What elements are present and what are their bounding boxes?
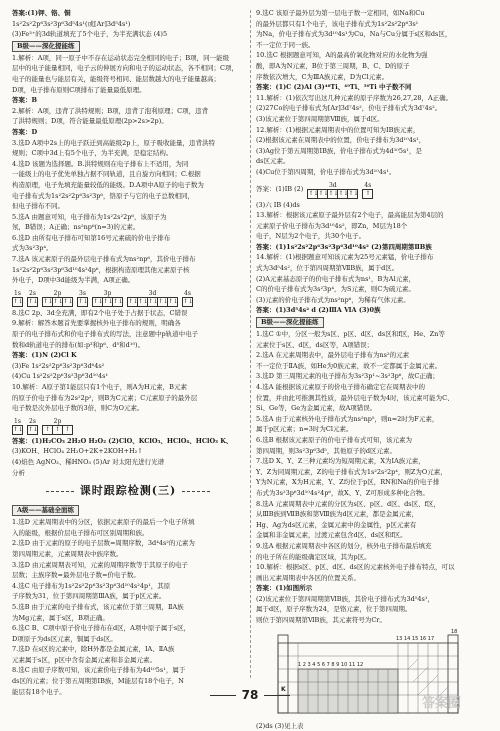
- group-label-18: 18: [451, 628, 458, 635]
- text-line: 分析: [12, 468, 25, 477]
- orbital-group: [42, 418, 73, 435]
- text-line: 布式为3s²3p⁶3d¹⁰4s²4p⁶，故X、Y、Z可形成多种化合物。: [256, 488, 429, 497]
- text-line: D项原子为ds区元素，铜属于ds区。: [12, 634, 117, 643]
- level-b-label-right: B级——深化提能练: [256, 317, 324, 328]
- text-line: 能层有18个电子。: [12, 687, 66, 696]
- section-title-text: 课时跟踪检测(三): [79, 484, 177, 498]
- text-line: 酸，即A为N元素，B位于第三周期，B、C、D的原子: [256, 61, 410, 70]
- text-line: 10.解析：A原子第1能层只有1个电子，则A为H元素，B元素: [12, 383, 187, 391]
- text-line: 子序数为31，位于第四周期第ⅢA族，属于p区元素。: [12, 592, 166, 601]
- orbital-label: 3d: [328, 181, 337, 189]
- text-line: 7.选D 在s区的元素中，除H外都是金属元素，ⅠA、ⅡA族: [12, 645, 175, 654]
- text-line: 的电子所在的能级确定区域，其为p区。: [256, 552, 371, 561]
- text-line: 元素原子价电子排布为3d¹⁰4s²，即Zn，M层为18个: [256, 221, 408, 230]
- orbital-box: ↑↓: [28, 297, 39, 305]
- text-line: 层数；主族序数=最外层电子数=价电子数。: [12, 571, 140, 580]
- page-number-rule-left: [210, 695, 236, 696]
- orbital-box: ↑↓: [318, 189, 329, 197]
- final-answer: (2)ds (3)见上表: [256, 721, 304, 730]
- text-line: 答案:(1)钾、铬、铜: [12, 9, 71, 17]
- text-line: 1s²2s²2p⁶3s²3p⁶3d⁵4s¹(或[Ar]3d⁵4s¹): [12, 19, 131, 28]
- orbital-row: [12, 415, 244, 435]
- text-line: (3)Ag位于第五周期第ⅠB族，价电子排布式为4d¹⁰5s¹，是: [256, 146, 422, 155]
- text-line: 数和d轨道电子的排布(如:p³和p⁶、d⁵和d¹⁰)。: [12, 340, 145, 349]
- orbital-group: [27, 290, 38, 307]
- text-line: 元素位于s区、d区，ds区等，A项错误；: [256, 340, 374, 349]
- text-line: 的最外层都只有1个电子，该电子排布式为1s²2s²2p⁶3s¹: [256, 19, 419, 28]
- text-line: Y、Z为同周期元素，Z的电子排布式为1s²2s²2p⁴，则Z为O元素，: [256, 467, 447, 476]
- orbital-box: ↑↓: [78, 297, 89, 305]
- text-line: 画出元素周期表中各区的位置关系。: [256, 573, 360, 582]
- text-line: Y为N元素，X为H元素，Y、Z均位于p区，RN和Na的价电子排: [256, 478, 440, 487]
- text-line: 8.选C 由原子序数可知，该元素价电子排布为4d¹⁰5s¹，属于: [12, 666, 186, 675]
- text-line: 了洪特规则；D项，符合能量最低原理(2p>2s>2p)。: [12, 117, 168, 126]
- orbital-group: [127, 290, 178, 307]
- text-line: 1.选C ①中，分区一般为s区、p区、d区、ds区和f区，He、Zn等: [256, 330, 445, 339]
- text-line: 电子的能量也与能层有关，能级符号相同、能层数越大的电子能量越高；: [12, 74, 220, 83]
- text-line: 5.选A 由题意可知，电子排布为1s²2s²2p⁶，该原子为: [12, 212, 167, 221]
- text-line: 答案：(1)如图所示: [256, 584, 313, 593]
- text-line: 属于p区元素；n=3时为Cl元素。: [256, 425, 353, 434]
- left-column: [12, 8, 244, 696]
- left-lines-a: [12, 8, 244, 40]
- text-line: 属于d区，原子序数为24，是铬元素，位于第四周期。: [256, 605, 412, 614]
- text-line: 8.选A 元素周期表中元素的分区为s区、p区、d区、ds区、f区，: [256, 499, 441, 508]
- orbital-box: ↑↓: [43, 297, 54, 305]
- orbital-box: ↑↓: [63, 297, 74, 305]
- text-line: 电子排布式为1s²2s²2p⁶3s²3p⁶，铬原子与它的电子总数相同，: [12, 191, 195, 200]
- text-line: 10.解析：根据s区、p区、d区、ds区的元素核外电子排布特点，可以: [256, 563, 455, 572]
- text-line: 元素属于s区，p区中含有金属元素和非金属元素。: [12, 655, 156, 664]
- orbital-box: ↑↓: [308, 189, 319, 197]
- right-lines-c: [256, 329, 488, 626]
- text-line: C的价电子排布式为3s²3p⁴，为S元素，则C为硫元素。: [256, 285, 415, 294]
- text-line: D项，电子排布原则C项排布了能量最低原理。: [12, 85, 146, 94]
- orbital-label: 4s: [184, 289, 191, 297]
- text-line: Hg、Ag为ds区元素，金属元素中的金属性，p区元素有: [256, 520, 417, 529]
- text-line: 不一定位于ⅡA族，如He为0族元素，故不一定都属于金属元素。: [256, 361, 442, 370]
- orbital-row: [256, 179, 488, 199]
- orbital-box: ↑↓: [128, 297, 139, 305]
- text-line: 2.选D 由于元素的原子的电子层数=周期序数，3d⁴4s²的元素为: [12, 539, 195, 548]
- left-lines-b: [12, 53, 244, 286]
- text-line: (3)KOH、HClO₄ 2H₂O+2K+2KOH+H₂↑: [12, 447, 143, 456]
- orbital-box: ↑↓: [13, 297, 24, 305]
- group-labels-right: 13 14 15 16 17: [396, 635, 435, 642]
- page-number-rule-right: [264, 695, 290, 696]
- orbital-row: [12, 287, 244, 307]
- orbital-box: ↑↓: [183, 297, 194, 305]
- text-line: 4.选C 电子排布为1s²2s²2p⁶3s²3p⁶3d¹⁰4s²4p¹，其原: [12, 581, 171, 590]
- text-line: (3)Fe³⁺的3d轨道填充了5个电子，为半充满状态 (4)5: [12, 30, 168, 39]
- text-line: (4)Cu 1s²2s²2p⁶3s²3p⁶3d¹⁰4s¹: [12, 372, 109, 381]
- text-line: 4.选A 能根据该元素原子的价电子排布确定它在周期表中的: [256, 383, 425, 391]
- orbital-box: ↑↓: [113, 297, 124, 305]
- text-line: 外电子，D项中3d能级为半满，A项正确。: [12, 276, 135, 285]
- text-line: 答案：(1)N (2)Cl K: [12, 351, 77, 360]
- text-line: (2)根据该元素在周期表中的位置，价电子排布为3d¹⁰4s¹，: [256, 136, 426, 145]
- text-line: 电子，N层为2个电子，共30个电子。: [256, 232, 366, 241]
- text-line: 14.解析：(1)根据题意可知该元素为25号元素锰，价电子排布: [256, 253, 434, 262]
- text-line: 一能级上的电子优先单独占据不同轨道，且自旋方向相同；C.根据: [12, 170, 201, 179]
- orbital-box: ↑: [42, 425, 53, 435]
- text-line: (4)焰色 AgNO₃、稀HNO₃ (5)Ar 对太阳光进行光谱: [12, 457, 165, 466]
- watermark-text: 答案圈: [422, 696, 462, 711]
- period-label-k: K: [281, 685, 286, 693]
- orbital-label: 2p: [53, 417, 62, 425]
- text-line: 4.选D 该题为选择题。B.洪特规则在电子排布上不适用，为同: [12, 159, 189, 168]
- text-line: 则位于第四周期第ⅥB族，其元素符号为Cr。: [256, 616, 386, 625]
- orbital-label: 1s: [14, 289, 21, 297]
- orbital-box: ↑↓: [93, 297, 104, 305]
- orbital-group: [42, 290, 73, 307]
- text-line: (4)Cu位于第四周期，价电子排布式为3d¹⁰4s¹。: [256, 167, 396, 176]
- level-a-label: A级——基础全面练: [12, 505, 79, 516]
- text-line: 原子的电子排布式和价电子排布式的写法，注意题中p轨道中电子: [12, 330, 199, 339]
- text-line: 11.解析：(1)依次写出这几种元素的原子序数为26,27,28，A正确。: [256, 93, 453, 102]
- orbital-group: [182, 290, 193, 307]
- orbital-box: ↑↓: [103, 297, 114, 305]
- orbital-box: ↑↓: [328, 189, 339, 197]
- orbital-box: ↑: [52, 425, 63, 435]
- orbital-group: [92, 290, 123, 307]
- orbital-box: ↑: [62, 425, 73, 435]
- text-line: 6.选C B、C项中原子价电子排布在d区，A项中原子属于s区，: [12, 624, 191, 633]
- text-line: 电子数是次外层电子数的3倍，则C为O元素。: [12, 404, 144, 413]
- left-lines-d: [12, 436, 244, 478]
- orbital-note: 答案：(1)ⅠB (2): [256, 184, 304, 193]
- level-b-label: B级——深化提能练: [12, 41, 80, 52]
- text-line: 为Na，价电子排布式为3d¹⁰4s¹为Cu，Na与Cu分属于s区和ds区，: [256, 30, 452, 39]
- text-line: 位置，并由此可推测其性质，最外层电子数为4时，该元素可能为C、: [256, 393, 454, 402]
- text-line: 构造原理，电子先填充能量较低的能级。D.A项中A原子的电子数为: [12, 180, 204, 189]
- title-decoration: [182, 491, 210, 492]
- orbital-label: 3s: [79, 289, 86, 297]
- orbital-group: [12, 418, 23, 435]
- orbital-group: [307, 182, 358, 199]
- text-line: 式为3d⁵4s²，位于第四周期第ⅦB族，属于d区。: [256, 264, 399, 273]
- left-lines-e: [12, 517, 244, 697]
- orbital-box: ↑↓: [13, 425, 24, 433]
- text-line: (3)Fe 1s²2s²2p⁶3s²3p⁶3d⁶4s²: [12, 361, 105, 370]
- text-line: 6.选B 根据该元素原子的价电子排布式可知，该元素为: [256, 435, 413, 444]
- text-line: 答案：(1)C (2)Al (3)⁴⁸Ti、⁴⁹Ti、⁵⁰Ti 中子数不同: [256, 83, 412, 92]
- text-line: 式为3s²3p⁴。: [12, 244, 53, 253]
- text-line: 9.解析：解答本题首先要掌握核外电子排布的规则，明确各: [12, 319, 181, 328]
- text-line: ds区元素。: [256, 157, 290, 166]
- text-line: ds区的元素；位于第五周期第ⅠB族，M能层有18个电子，N: [12, 677, 184, 686]
- orbital-group: [77, 290, 88, 307]
- text-line: 10.选C 根据题意可知，A的最高价氧化物对应的水化物为强: [256, 51, 428, 60]
- orbital-label: 2s: [29, 289, 36, 297]
- text-line: 2.选A 在元素周期表中，最外层电子排布为ns²的元素: [256, 351, 410, 360]
- text-line: (2)该元素位于第四周期第ⅥB族，其价电子排布式为3d⁵4s¹，: [256, 594, 435, 603]
- orbital-box: ↑↓: [158, 297, 169, 305]
- text-line: 层中的电子能量相同，电子云的伸展方向和电子的运动状态，各不相同；C项，: [12, 64, 238, 73]
- section-title: [12, 481, 244, 501]
- text-line: 7.选D X、Y、Z三种元素均为短周期元素，X为ⅠA族元素，: [256, 457, 425, 466]
- right-lines-a: [256, 8, 488, 178]
- orbital-label: 1s: [14, 417, 21, 425]
- text-line: 不一定位于同一族。: [256, 40, 315, 49]
- text-line: 9.选A 根据元素周期表中各区的划分，核外电子排布最后填充: [256, 541, 432, 550]
- left-lines-c: [12, 308, 244, 414]
- title-decoration: [46, 491, 74, 492]
- text-line: 答案：D: [12, 127, 38, 136]
- text-line: 答案：(1)H₂CO₃ 2H₂O H₂O₂ (2)ClO、KClO₃、HClO₄、HClO₃ K、: [12, 436, 233, 445]
- text-line: 答案：(1)1s²2s²2p⁶3s²3p⁶3d¹⁰4s² (2)第四周期第ⅡB族: [256, 242, 432, 251]
- text-line: 1s²2s²2p⁶3s²3p⁶3d¹⁰4s²4p⁶，根据构造原理其他元素原子核: [12, 265, 190, 274]
- orbital-box: ↑: [362, 189, 373, 199]
- orbital-box: ↑↓: [138, 297, 149, 305]
- text-line: 金属和非金属元素，过渡元素包含d区、ds区和f区。: [256, 531, 407, 540]
- text-line: 3.选D 第三周期元素的电子排布为3s²3p¹~3s²3p⁶，故C正确；: [256, 372, 439, 381]
- orbital-diagram-3: [256, 179, 488, 199]
- text-line: 3.选D 由元素周期表可知，元素的周期序数等于其原子的电子: [12, 560, 188, 569]
- text-line: (3)六 ⅠB (4)ds: [256, 200, 300, 209]
- orbital-box: ↑↓: [148, 297, 159, 305]
- text-line: 答案：(1)3d⁵4s² d (2)ⅢA ⅥA (3)0族: [256, 306, 381, 315]
- text-line: 6.选D 由所有电子排布可知第16号元素硫的价电子排布: [12, 233, 171, 242]
- text-line: 9.选C 该原子最外层为第一层电子数一定相同，如Na和Cu: [256, 9, 425, 17]
- orbital-label: 2p: [53, 289, 62, 297]
- orbital-box: ↑↓: [338, 189, 349, 197]
- orbital-box: ↑↓: [53, 297, 64, 305]
- orbital-box: ↑↓: [168, 297, 179, 305]
- text-line: 但电子排布不同。: [12, 202, 64, 211]
- text-line: 3.选D A项中2s上的电子跃迁到高能级2p上，原子吸收能量，违背洪特: [12, 138, 215, 147]
- group-labels-top: 1 2 3 4 5 6 7 8 9 10 11 12: [298, 661, 364, 668]
- orbital-label: 2s: [29, 417, 36, 425]
- text-line: 答案：B: [12, 96, 37, 105]
- text-line: (2)27Co的电子排布式为[Ar]3d⁷4s²，价电子排布式为3d⁷4s²。: [256, 104, 442, 113]
- orbital-group: [27, 418, 38, 435]
- orbital-label: 4s: [364, 181, 372, 189]
- orbital-box: ↑↓: [348, 189, 359, 197]
- orbital-diagram-2: [12, 415, 244, 435]
- text-line: 第四周期元素，元素周期表中族序数。: [12, 549, 123, 558]
- text-line: 5.选A 由于元素核外电子排布式为ns²np⁵，则n=2时为F元素，: [256, 414, 439, 423]
- watermark-logo: [420, 686, 492, 716]
- text-line: 1.选D 元素周期表中的分区，依据元素原子的最后一个电子所填: [12, 518, 195, 527]
- text-line: 氖，B错误；A正确；ns²np⁶(n=3)的元素。: [12, 223, 140, 232]
- text-line: 从ⅢB族到ⅦB族和第Ⅷ族为d区元素，都是金属元素，: [256, 510, 419, 519]
- text-line: 序数依次增大，C为ⅢA族元素，D为Cl元素。: [256, 72, 389, 81]
- right-lines-b: [256, 200, 488, 317]
- text-line: (3)该元素位于第四周期第Ⅷ族，属于d区。: [256, 114, 384, 123]
- text-line: 的原子价电子排布为2s²2p²，则B为C元素；C元素原子的最外层: [12, 393, 198, 402]
- text-line: 规则；C项中3d上有5个电子，为半充满，是稳定结构。: [12, 149, 173, 158]
- text-line: 第四周期，则3s²3p⁶3d⁵，其他原子的d区元素。: [256, 446, 397, 455]
- orbital-group: [362, 182, 373, 199]
- orbital-group: [12, 290, 23, 307]
- orbital-box: ↑↓: [28, 425, 39, 433]
- page-number-text: 78: [241, 688, 259, 702]
- text-line: (3)元素的价电子排布式为ns²np⁶，为稀有气体元素。: [256, 295, 410, 304]
- column-divider: [250, 10, 251, 678]
- orbital-diagram-1: [12, 287, 244, 307]
- text-line: 12.解析：(1)根据元素周期表中的位置可知为ⅠB族元素，: [256, 125, 420, 134]
- text-line: 8.选C 2p、3d全充满，即有2个电子处于占据于状态，C错误: [12, 308, 188, 317]
- orbital-label: 3p: [103, 289, 112, 297]
- text-line: 2.解析：A项，违背了洪特规则；B项，违背了泡利原理；C项，违背: [12, 106, 209, 115]
- text-line: 7.选A 该元素原子的最外层电子排布式为ns²np⁶，其价电子排布: [12, 255, 196, 264]
- text-line: 1.解析：A项，同一原子中不存在运动状态完全相同的电子；B项，同一能级: [12, 53, 230, 62]
- text-line: 为Mg元素，属于s区，B项正确。: [12, 613, 109, 622]
- text-line: (2)A元素基态原子的价电子排布式为ns¹，B为Al元素，: [256, 274, 416, 283]
- text-line: 入的能级，根据价层电子排布可区别周期和族。: [12, 528, 149, 537]
- orbital-label: 3d: [148, 289, 157, 297]
- text-line: 13.解析：根据该元素原子最外层有2个电子，最高能层为第4层的: [256, 211, 444, 220]
- text-line: Si、Ge等，Ge为金属元素，故A项错误。: [256, 404, 377, 413]
- text-line: 5.选B 由于元素的电子排布式，该元素位于第三周期，ⅡA族: [12, 602, 184, 611]
